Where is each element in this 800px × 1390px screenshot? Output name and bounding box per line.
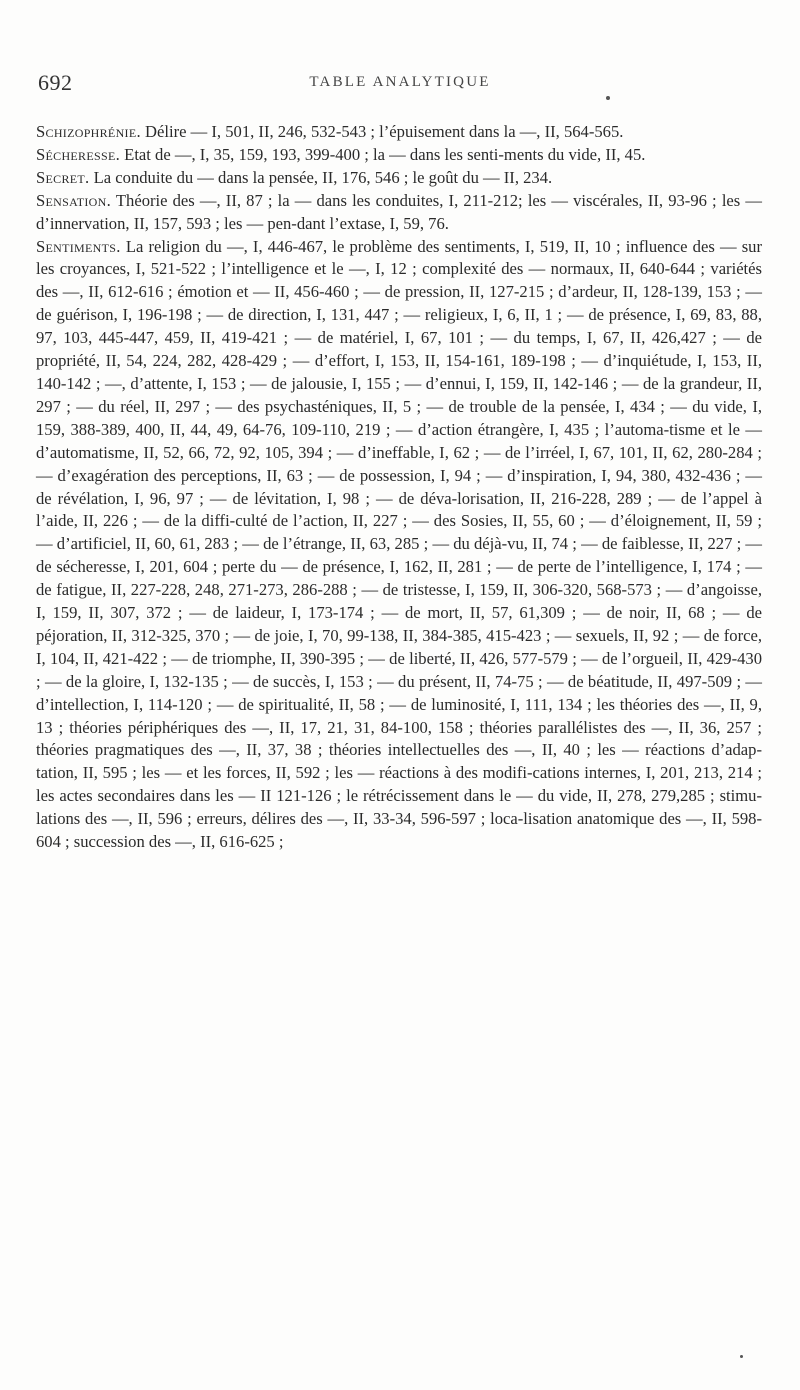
entry-headword: Sécheresse. [36, 144, 121, 164]
index-entry-sensation [36, 190, 762, 236]
running-title: TABLE ANALYTIQUE [309, 74, 491, 90]
entry-text: Délire — I, 501, II, 246, 532-543 ; l’épuisement dans la —, II, 564-565. [140, 122, 624, 141]
entry-headword: Sentiments. [36, 236, 121, 256]
entry-text: La religion du —, I, 446-467, le problème des sentiments, I, 519, II, 10 ; influence des — sur les croyances, I, 521-522 ; l’intelligence et le —, I, 12 ; complexité des — normaux, II, 640-644 ; variétés des —, II, 612-616 ; émotion et — II, 456-460 ; — de pression, II, 127-215 ; d’ardeur, II, 128-139, 153 ; — de guérison, I, 196-198 ; — de direction, I, 131, 447 ; — religieux, I, 6, II, 1 ; — de présence, I, 69, 83, 88, 97, 103, 445-447, 459, II, 419-421 ; — de matériel, I, 67, 101 ; — du temps, I, 67, II, 426,427 ; — de propriété, II, 54, 224, 282, 428-429 ; — d’effort, I, 153, II, 154-161, 189-198 ; — d’inquiétude, I, 153, II, 140-142 ; —, d’attente, I, 153 ; — de jalousie, I, 155 ; — d’ennui, I, 159, II, 142-146 ; — de la grandeur, II, 297 ; — du réel, II, 297 ; — des psychasténiques, II, 5 ; — de trouble de la pensée, I, 434 ; — du vide, I, 159, 388-389, 400, II, 44, 49, 64-76, 109-110, 219 ; — d’action étrangère, I, 435 ; l’automa-tisme et le — d’automatisme, II, 52, 66, 72, 92, 105, 394 ; — d’ineffable, I, 62 ; — de l’irréel, I, 67, 101, II, 62, 280-284 ; — d’exagération des perceptions, II, 63 ; — de possession, I, 94 ; — d’inspiration, I, 94, 380, 432-436 ; — de révélation, I, 96, 97 ; — de lévitation, I, 98 ; — de déva-lorisation, II, 216-228, 289 ; — de l’appel à l’aide, II, 226 ; — de la diffi-culté de l’action, II, 227 ; — des Sosies, II, 55, 60 ; — d’éloignement, II, 59 ; — d’artificiel, II, 60, 61, 283 ; — de l’étrange, II, 63, 285 ; — du déjà-vu, II, 74 ; — de faiblesse, II, 227 ; — de sécheresse, I, 201, 604 ; perte du — de présence, I, 162, II, 281 ; — de perte de l’intelligence, I, 174 ; — de fatigue, II, 227-228, 248, 271-273, 286-288 ; — de tristesse, I, 159, II, 306-320, 568-573 ; — d’angoisse, I, 159, II, 307, 372 ; — de laideur, I, 173-174 ; — de mort, II, 57, 61,309 ; — de noir, II, 68 ; — de péjoration, II, 312-325, 370 ; — de joie, I, 70, 99-138, II, 384-385, 415-423 ; — sexuels, II, 92 ; — de force, I, 104, II, 421-422 ; — de triomphe, II, 390-395 ; — de liberté, II, 426, 577-579 ; — de l’orgueil, II, 429-430 ; — de la gloire, I, 132-135 ; — de succès, I, 153 ; — du présent, II, 74-75 ; — de béatitude, II, 497-509 ; — d’intellection, I, 114-120 ; — de spiritualité, II, 58 ; — de luminosité, I, 111, 134 ; les théories des —, II, 9, 13 ; théories périphériques des —, II, 17, 21, 31, 84-100, 158 ; théories parallélistes des —, II, 36, 257 ; théories pragmatiques des —, II, 37, 38 ; théories intellectuelles des —, II, 40 ; les — réactions d’adap-tation, II, 595 ; les — et les forces, II, 592 ; les — réactions à des modifi-cations internes, I, 201, 213, 214 ; les actes secondaires dans les — II 121-126 ; le rétrécissement dans le — du vide, II, 278, 279,285 ; stimu-lations des —, II, 596 ; erreurs, délires des —, II, 33-34, 596-597 ; loca-lisation anatomique des —, II, 598-604 ; succession des —, II, 616-625 ; [36, 236, 762, 852]
entry-text: La conduite du — dans la pensée, II, 176, 546 ; le goût du — II, 234. [89, 167, 553, 187]
entry-text: Etat de —, I, 35, 159, 193, 399-400 ; la — dans les senti-ments du vide, II, 45. [120, 144, 646, 164]
ink-speck [740, 1355, 743, 1358]
entry-headword: Schizophrénie. [36, 122, 141, 141]
index-entry-secheresse [36, 144, 762, 167]
index-entry-secret [36, 167, 762, 190]
entry-headword: Secret. [36, 167, 90, 187]
entry-text: Théorie des —, II, 87 ; la — dans les conduites, I, 211-212; les — viscérales, II, 93-96 ; les — d’innervation, II, 157, 593 ; les — pen-dant l’extase, I, 59, 76. [36, 190, 762, 233]
index-entry-sentiments [36, 236, 762, 854]
page-header [38, 70, 762, 96]
ink-speck [606, 96, 610, 100]
page-number: 692 [38, 70, 73, 95]
index-entries [36, 121, 762, 854]
entry-headword: Sensation. [36, 190, 112, 210]
index-entry-schizophrenie [36, 121, 762, 144]
